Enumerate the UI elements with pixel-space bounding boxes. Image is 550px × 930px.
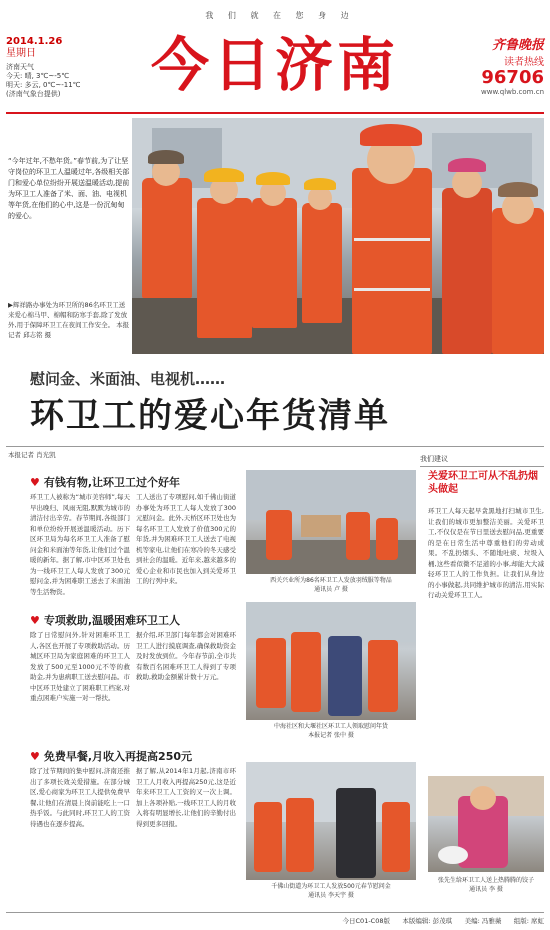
hotline-number[interactable]: 96706: [481, 67, 544, 88]
photo-1: [246, 470, 416, 574]
photo3-caption-text: 千佛山街道为环卫工人发放500元春节慰问金: [271, 883, 391, 890]
website-link[interactable]: www.qlwb.com.cn: [481, 88, 544, 96]
byline: 本报记者 肖光凯: [8, 451, 56, 459]
issue-weekday: 星期日: [6, 48, 36, 59]
date-block: [6, 36, 126, 99]
brand-block: [440, 34, 544, 96]
sidebar-title: 关爱环卫工可从不乱扔烟头做起: [428, 471, 538, 495]
sidebar-photo-credit: 通讯员 李 摄: [469, 886, 503, 893]
section1-title: 有钱有物,让环卫工过个好年: [43, 476, 181, 489]
heart-icon: ♥: [30, 614, 40, 627]
weather-title: 济南天气: [6, 63, 34, 71]
footer-proof: 组版: 席虹: [513, 917, 544, 925]
footer-page: 今日C01-C08版: [342, 917, 390, 925]
section3-column1: 除了过节期间的集中慰问,济南还推出了多项长效关爱措施。在部分城区,爱心商家为环卫工人提供免费早餐,让他们在清晨上岗前能吃上一口热乎饭。与此同时,环卫工人的工资待遇也在逐步提高。: [30, 767, 130, 828]
section1-column1: 环卫工人被称为“城市美容师”,每天早出晚归、风雨无阻,默默为城市的清洁付出辛劳。春节期间,各级部门和单位纷纷开展送温暖活动。历下区环卫局为每名环卫工人准备了慰问金和米面油等年货,让他们过个温暖的新年。据了解,市中区环卫处也为一线环卫工人每人发放了300元慰问金,并为困难职工送去了米面油等生活物资。: [30, 493, 130, 596]
masthead: 今日济南: [150, 31, 399, 99]
sidebar-photo: [428, 776, 544, 872]
section3-heading: [30, 748, 240, 764]
heart-icon: ♥: [30, 476, 40, 489]
photo1-caption: [246, 576, 416, 594]
slogan: 我 们 就 在 您 身 边: [205, 11, 355, 20]
issue-date: 2014.1.26: [6, 36, 63, 47]
section3-title: 免费早餐,月收入再提高250元: [43, 750, 193, 763]
weather-today: 今天: 晴, 3℃~-5℃: [6, 72, 70, 80]
section2-column1: 除了日常慰问外,针对困难环卫工人,各区也开展了专项救助活动。历城区环卫局为家庭困难的环卫工人发放了500元至1000元不等的救助金,并为患病职工送去慰问品。市中区环卫处建立了困难职工档案,对重点困难户实施一对一帮扶。: [30, 631, 130, 702]
photo3-caption: [246, 882, 416, 900]
sidebar-label: 我们建议: [420, 454, 544, 467]
main-photo: [132, 118, 544, 354]
main-photo-caption: ▶辉祥路办事处为环卫所的86名环卫工送来爱心棉马甲、棉帽和防寒手套,除了发放外,用于保障环卫工在夜间工作安全。 本报记者 邱志铭 摄: [8, 301, 130, 339]
photo-2: [246, 602, 416, 720]
subheadline: 慰问金、米面油、电视机……: [30, 370, 226, 388]
header-divider: [6, 112, 544, 114]
brand-logo: 齐鲁晚报: [491, 38, 544, 53]
sidebar-body: 环卫工人每天起早贪黑地打扫城市卫生,让我们的城市更加整洁美丽。关爱环卫工,不仅仅是在节日里送去慰问品,更重要的是在日常生活中尊重他们的劳动成果。不乱扔烟头、不随地吐痰、垃圾入桶,这些看似微不足道的小事,却能大大减轻环卫工人的工作负担。让我们从身边的小事做起,共同维护城市的清洁,用实际行动关爱环卫工人。: [428, 507, 544, 599]
section3-column2: 据了解,从2014年1月起,济南市环卫工人月收入再提高250元,这是近年来环卫工人工资的又一次上调。加上各项补贴,一线环卫工人的月收入将有明显增长,让他们的辛勤付出得到更多回报。: [136, 767, 236, 828]
section1-column2: 工人送出了专项慰问,如千佛山街道办事处为环卫工人每人发放了300元慰问金。此外,天桥区环卫处也为每名环卫工人发放了价值300元的年货,并为困难环卫工人送去了电视机等家电,让他们在寒冷的冬天感受到社会的温暖。近年来,越来越多的爱心企业和市民也加入到关爱环卫工的行列中来。: [136, 493, 236, 585]
photo2-credit: 本报记者 张中 摄: [308, 732, 354, 739]
weather-source: (济南气象台提供): [6, 90, 61, 98]
footer: [6, 912, 544, 926]
sidebar-photo-caption-text: 张先生给环卫工人送上热腾腾的饺子: [437, 877, 534, 884]
intro-text: “今年过年,不愁年货。”春节前,为了让坚守岗位的环卫工人温暖过年,各级相关部门和爱心单位纷纷开展送温暖活动,提前为环卫工人准备了米、面、油、电视机等年货,在他们的心中,这是一份沉甸甸的爱心。: [8, 157, 130, 220]
sidebar-photo-caption: [428, 876, 544, 894]
section2-title: 专项救助,温暖困难环卫工人: [43, 614, 181, 627]
section2-column2: 据介绍,环卫部门每年都会对困难环卫工人进行摸底调查,确保救助资金及时发放到位。今年春节前,全市共有数百名困难环卫工人得到了专项救助,救助金额累计数十万元。: [136, 631, 236, 681]
footer-editor: 本版编辑: 彭茂琪: [402, 917, 453, 925]
photo1-caption-text: 西关兴业所为86名环卫工人发放羽绒服等物品: [270, 577, 392, 584]
headline: 环卫工的爱心年货清单: [30, 396, 390, 436]
headline-divider: [6, 446, 544, 447]
photo2-caption-text: 中海社区和大堰社区环卫工人领取慰问年货: [273, 723, 388, 730]
heart-icon: ♥: [30, 750, 40, 763]
section2-heading: [30, 612, 240, 628]
section1-heading: [30, 474, 240, 490]
photo-3: [246, 762, 416, 880]
photo2-caption: [246, 722, 416, 740]
photo3-credit: 通讯员 李天宇 摄: [308, 892, 354, 899]
weather-tomorrow: 明天: 多云, 0℃~-11℃: [6, 81, 81, 89]
hotline-label: 读者热线: [504, 57, 544, 68]
footer-designer: 美编: 冯雅薇: [464, 917, 502, 925]
photo1-credit: 通讯员 卢 摄: [314, 586, 348, 593]
